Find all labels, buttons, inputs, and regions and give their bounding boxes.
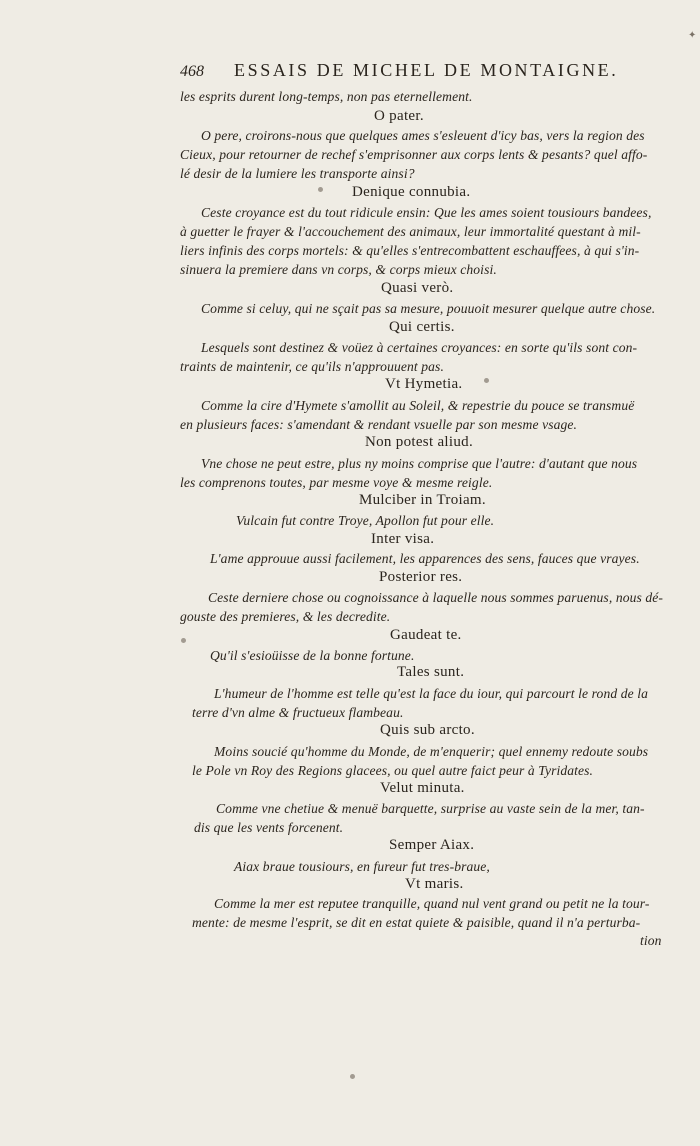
catchword: tion <box>640 933 662 948</box>
text-line: liers infinis des corps mortels: & qu'elles s'entrecombattent eschauffees, à qui s'in- <box>180 243 640 258</box>
ink-speck <box>350 1074 355 1079</box>
text-line: mente: de mesme l'esprit, se dit en estat quiete & paisible, quand il n'a perturba- <box>192 915 641 930</box>
latin-quote: Semper Aiax. <box>389 837 475 853</box>
text-line: Vne chose ne peut estre, plus ny moins comprise que l'autre: d'autant que nous <box>201 456 638 471</box>
latin-quote: Posterior res. <box>379 569 463 585</box>
text-line: Lesquels sont destinez & voüez à certaines croyances: en sorte qu'ils sont con- <box>201 340 638 355</box>
latin-quote: Vt maris. <box>405 876 464 892</box>
text-line: Qu'il s'esioüisse de la bonne fortune. <box>210 648 415 663</box>
latin-quote: Qui certis. <box>389 319 455 335</box>
latin-quote: Tales sunt. <box>397 664 465 680</box>
page-header <box>180 60 620 84</box>
text-line: Comme si celuy, qui ne sçait pas sa mesure, pouuoit mesurer quelque autre chose. <box>201 301 656 316</box>
latin-quote: Inter visa. <box>371 531 435 547</box>
text-line: Aiax braue tousiours, en fureur fut tres-braue, <box>234 859 490 874</box>
ink-speck <box>484 378 489 383</box>
text-line: les comprenons toutes, par mesme voye & mesme reigle. <box>180 475 493 490</box>
text-line: traints de maintenir, ce qu'ils n'approuuent pas. <box>180 359 444 374</box>
running-title: ESSAIS DE MICHEL DE MONTAIGNE. <box>234 60 619 80</box>
text-line: Cieux, pour retourner de rechef s'emprisonner aux corps lents & pesants? quel affo- <box>180 147 648 162</box>
page-number: 468 <box>180 63 204 80</box>
latin-quote: Non potest aliud. <box>365 434 474 450</box>
latin-quote: Quis sub arcto. <box>380 722 475 738</box>
text-line: terre d'vn alme & fructueux flambeau. <box>192 705 404 720</box>
latin-quote: Mulciber in Troiam. <box>359 492 486 508</box>
text-line: le Pole vn Roy des Regions glacees, ou quel autre faict peur à Tyridates. <box>192 763 594 778</box>
text-line: O pere, croirons-nous que quelques ames s'esleuent d'icy bas, vers la region des <box>201 128 645 143</box>
text-line: les esprits durent long-temps, non pas eternellement. <box>180 89 473 104</box>
text-line: Vulcain fut contre Troye, Apollon fut pour elle. <box>236 513 495 528</box>
text-line: dis que les vents forcenent. <box>194 820 344 835</box>
latin-quote: Denique connubia. <box>352 184 471 200</box>
latin-quote: O pater. <box>374 108 424 124</box>
text-line: gouste des premieres, & les decredite. <box>180 609 391 624</box>
text-line: Ceste croyance est du tout ridicule ensin: Que les ames soient tousiours bandees, <box>201 205 652 220</box>
text-line: Comme la cire d'Hymete s'amollit au Soleil, & repestrie du pouce se transmuë <box>201 398 635 413</box>
text-line: lé desir de la lumiere les transporte ainsi? <box>180 166 415 181</box>
text-line: L'humeur de l'homme est telle qu'est la face du iour, qui parcourt le rond de la <box>214 686 649 701</box>
ink-speck <box>181 638 186 643</box>
text-line: Comme la mer est reputee tranquille, quand nul vent grand ou petit ne la tour- <box>214 896 650 911</box>
latin-quote: Vt Hymetia. <box>385 376 463 392</box>
text-line: Comme vne chetiue & menuë barquette, surprise au vaste sein de la mer, tan- <box>216 801 645 816</box>
margin-mark: ✦ <box>688 30 697 41</box>
text-line: Ceste derniere chose ou cognoissance à laquelle nous sommes paruenus, nous dé- <box>208 590 664 605</box>
text-line: à guetter le frayer & l'accouchement des animaux, leur immortalité questant à mil- <box>180 224 641 239</box>
latin-quote: Quasi verò. <box>381 280 454 296</box>
text-line: sinuera la premiere dans vn corps, & corps mieux choisi. <box>180 262 497 277</box>
text-line: Moins soucié qu'homme du Monde, de m'enquerir; quel ennemy redoute soubs <box>214 744 649 759</box>
text-line: en plusieurs faces: s'amendant & rendant vsuelle par son mesme vsage. <box>180 417 578 432</box>
latin-quote: Velut minuta. <box>380 780 465 796</box>
latin-quote: Gaudeat te. <box>390 627 462 643</box>
text-line: L'ame approuue aussi facilement, les apparences des sens, fauces que vrayes. <box>210 551 640 566</box>
ink-speck <box>318 187 323 192</box>
